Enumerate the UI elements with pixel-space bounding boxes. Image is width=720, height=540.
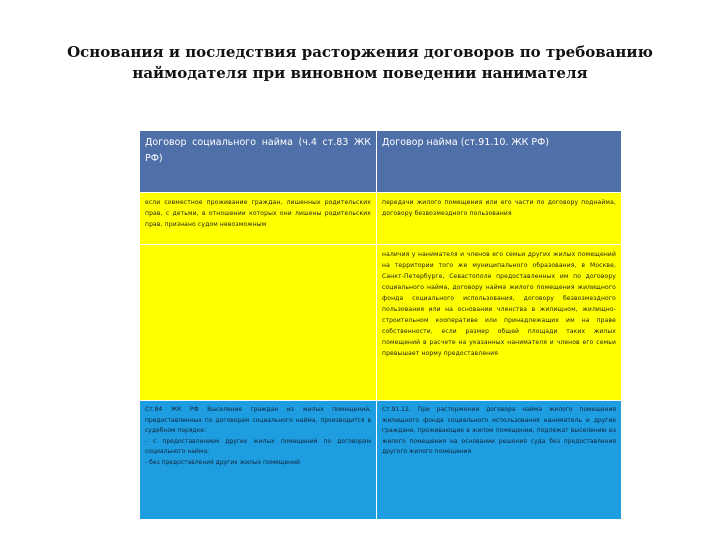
consequences-left-p1: Ст.84 ЖК РФ Выселение граждан из жилых помещений, предоставленных по договорам социального найма, производится в судебном порядке:	[145, 406, 371, 434]
grounds-cell-left-empty	[140, 245, 377, 401]
header-social-tenancy: Договор социального найма (ч.4 ст.83 ЖК РФ)	[140, 131, 377, 193]
grounds-cell-right: наличия у нанимателя и членов его семьи других жилых помещений на территории того же муниципального образования, в Москве, Санкт-Петербурге, Севастополе предоставленных им по договору социального найма, договору найма жилого помещения жилищного фонда социального использования, договору безвозмездного пользования или на основании членства в жилищном, жилищно-строительном кооперативе или принадлежащих им на праве собственности, если размер общей площади таких жилых помещений в расчете на указанных нанимателя и членов его семьи превышает норму предоставления	[377, 245, 622, 401]
grounds-cell-right: передачи жилого помещения или его части по договору поднайма, договору безвозмездного пользования	[377, 193, 622, 245]
title-line-1: Основания и последствия расторжения договоров по требованию	[67, 43, 653, 61]
table-row	[140, 193, 622, 245]
consequences-left-p2: - с предоставлением других жилых помещений по договорам социального найма;	[145, 437, 371, 455]
grounds-cell-left: если совместное проживание граждан, лишенных родительских прав, с детьми, в отношении которых они лишены родительских прав, признано судом невозможным	[140, 193, 377, 245]
consequences-left-p3: - без предоставления других жилых помещений	[145, 458, 300, 466]
consequences-right-p1: Ст.91.12. При расторжении договора найма жилого помещения жилищного фонда социального использования наниматель и другие граждане, проживающие в жилом помещении, подлежат выселению из жилого помещения на основании решения суда без предоставления другого жилого помещения	[382, 406, 616, 455]
consequences-row	[140, 401, 622, 520]
table-header-row	[140, 131, 622, 193]
consequences-cell-left	[140, 401, 377, 520]
title-line-2: наймодателя при виновном поведении нанимателя	[132, 64, 588, 82]
comparison-table	[139, 130, 622, 520]
consequences-cell-right	[377, 401, 622, 520]
header-tenancy: Договор найма (ст.91.10. ЖК РФ)	[377, 131, 622, 193]
table-row	[140, 245, 622, 401]
slide-title	[40, 42, 680, 84]
